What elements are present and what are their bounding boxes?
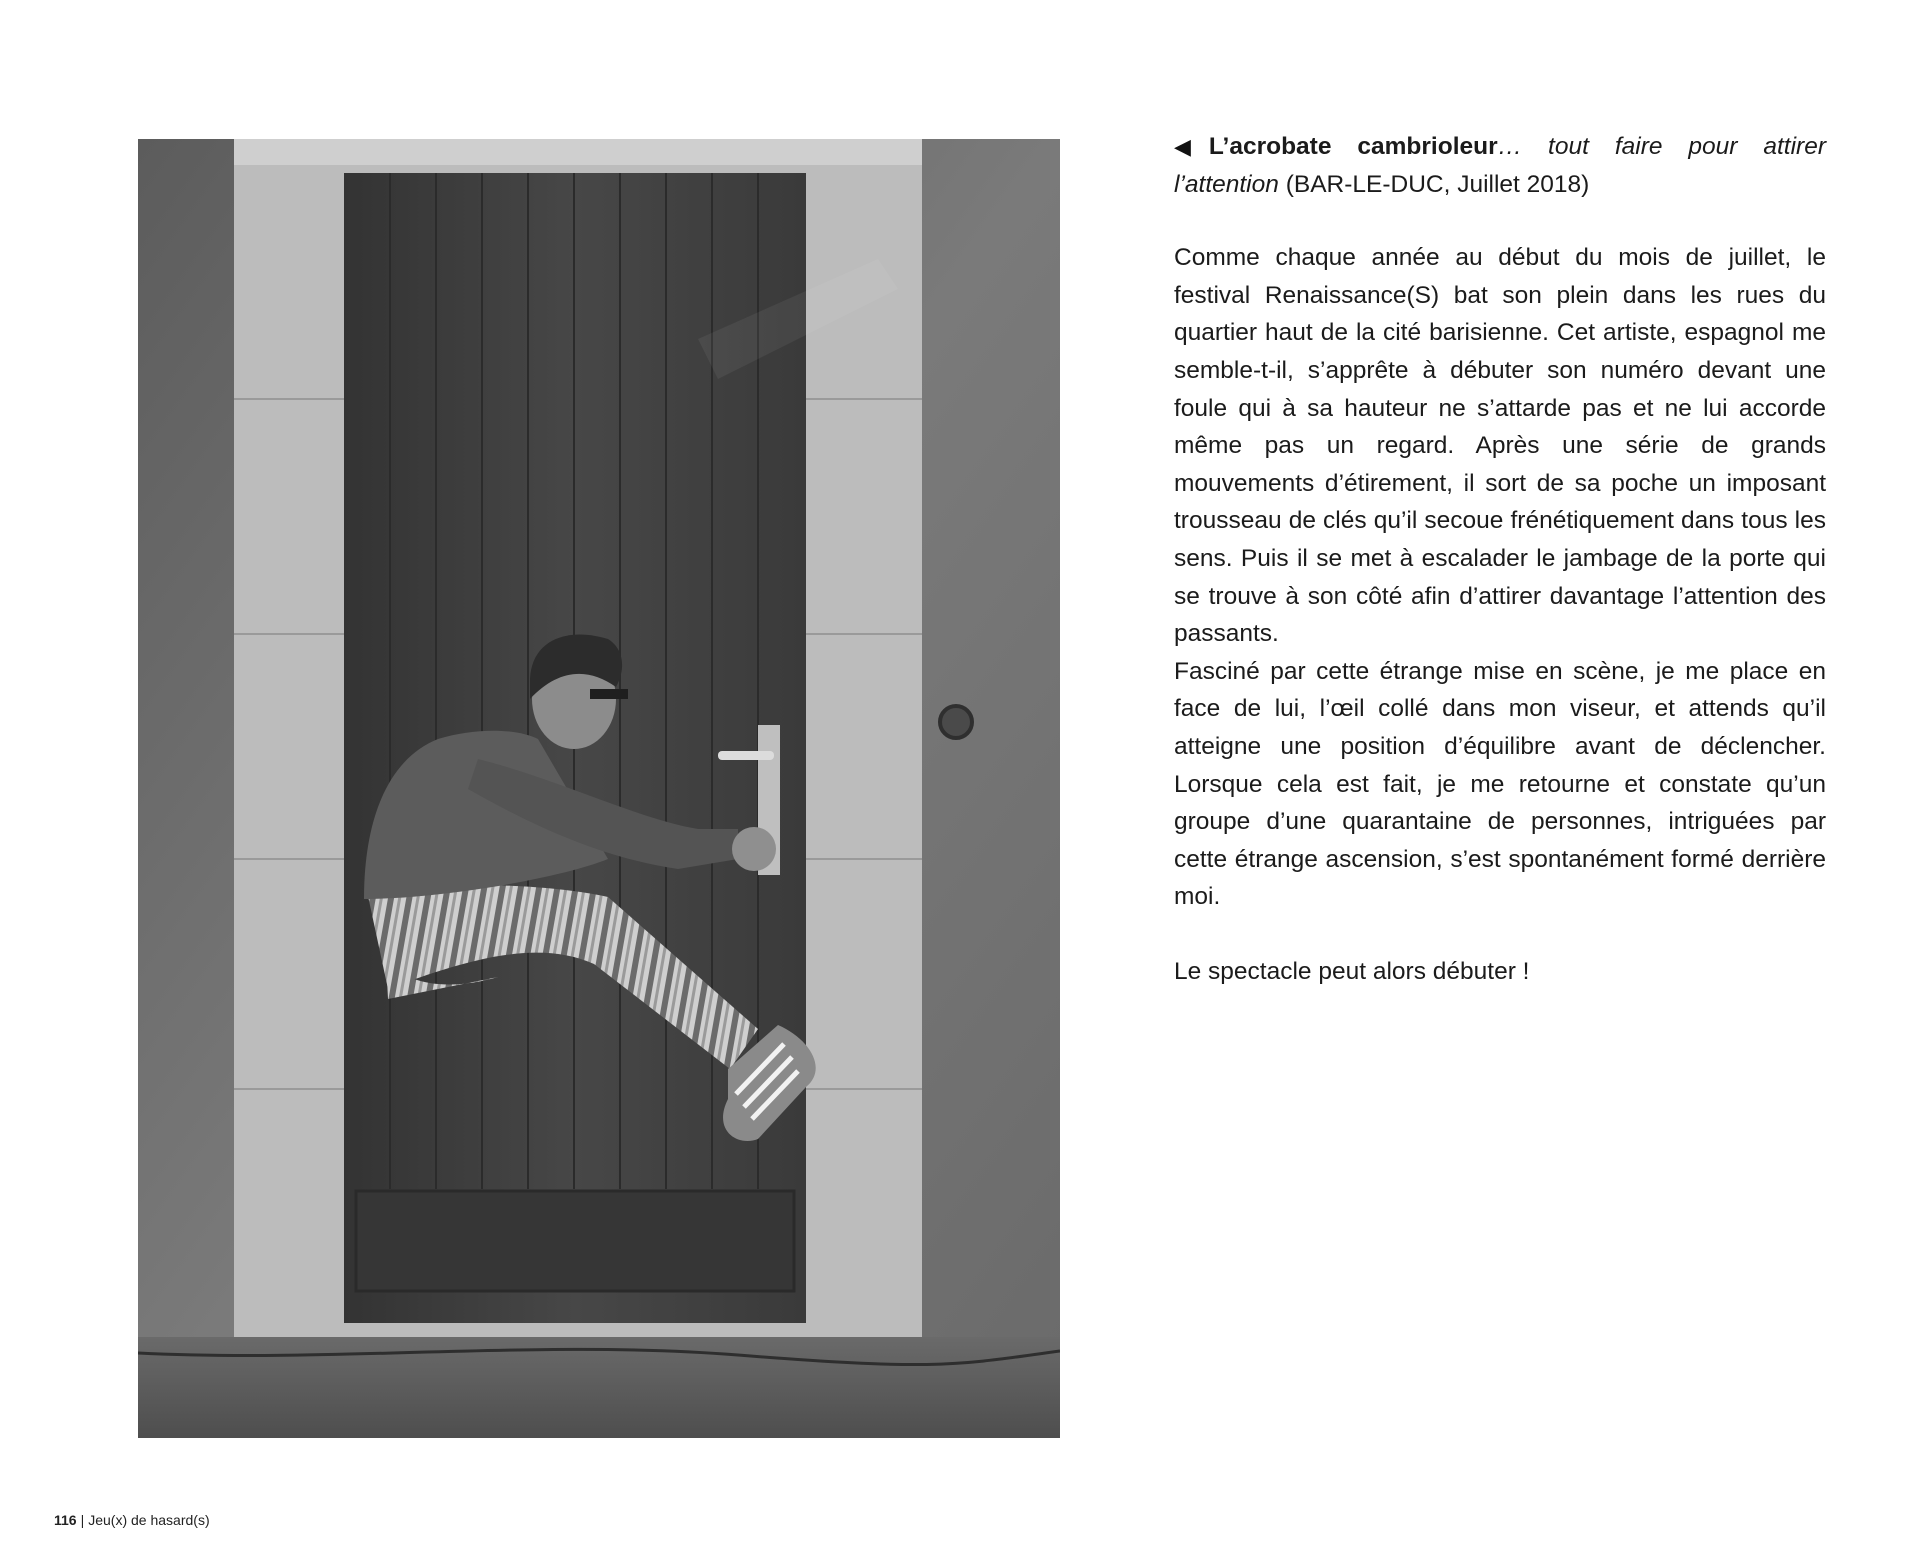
acrobat-door-photo: [138, 139, 1060, 1438]
caption-title: L’acrobate cambrioleur: [1208, 133, 1498, 160]
paragraph: Le spectacle peut alors débuter !: [1174, 958, 1530, 986]
photo-caption: [1174, 128, 1826, 203]
page-number: 116: [54, 1512, 77, 1528]
book-title: Jeu(x) de hasard(s): [88, 1512, 210, 1528]
page-footer: [54, 1512, 210, 1528]
paragraph: Fasciné par cette étrange mise en scène, je me place en face de lui, l’œil collé dans mon viseur, et attends qu’il atteigne une position d’équilibre avant de déclencher. Lorsque cela est fait, je me retourne et constate qu’un groupe d’une quarantaine de personnes, intriguées par cette étrange ascension, s’est spontanément formé derrière moi.: [1174, 657, 1826, 911]
text-column: [1174, 128, 1826, 991]
caption-tagline: … tout faire pour attirer l’attention: [1174, 133, 1826, 198]
caption-location: (BAR-LE-DUC, Juillet 2018): [1278, 170, 1590, 198]
body-text: [1174, 239, 1826, 991]
paragraph: Comme chaque année au début du mois de juillet, le festival Renaissance(S) bat son plein dans les rues du quartier haut de la cité barisienne. Cet artiste, espagnol me semble-t-il, s’apprête à débuter son numéro devant une foule qui à sa hauteur ne s’attarde pas et ne lui accorde même pas un regard. Après une série de grands mouvements d’étirement, il sort de sa poche un imposant trousseau de clés qu’il secoue frénétiquement dans tous les sens. Puis il se met à escalader le jambage de la porte qui se trouve à son côté afin d’attirer davantage l’attention des passants.: [1174, 244, 1826, 648]
photograph: [138, 139, 1060, 1438]
left-arrow-icon: ◀: [1174, 134, 1191, 159]
footer-separator: |: [80, 1512, 85, 1528]
